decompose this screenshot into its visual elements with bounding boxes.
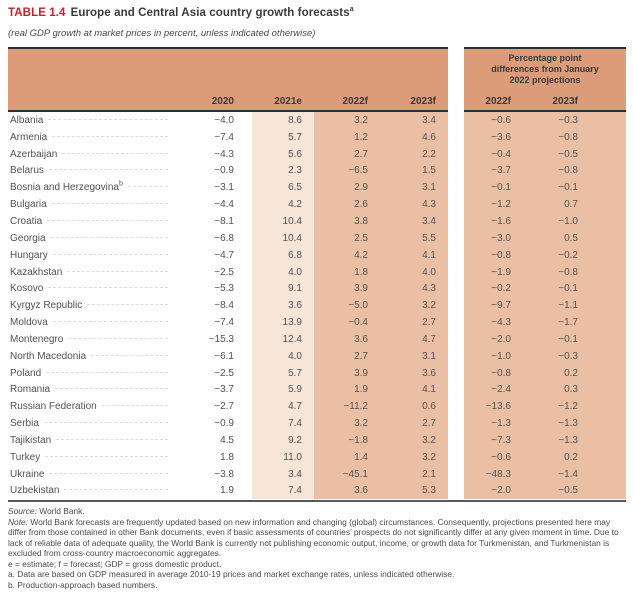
diff-value-cell: −1.0	[545, 213, 626, 230]
diff-value-cell: −3.6	[464, 129, 545, 146]
source-note: Source: World Bank.	[8, 506, 85, 516]
diff-value-cell: −2.4	[464, 382, 545, 399]
value-cell: −8.4	[214, 300, 234, 312]
country-label: Kosovo	[8, 280, 182, 297]
diff-row	[464, 483, 626, 500]
diff-value-cell: 0.2	[545, 449, 626, 466]
value-cell: 3.4	[252, 466, 314, 483]
dotted-leader	[53, 254, 168, 255]
diff-value-cell: −0.5	[545, 146, 626, 163]
country-label: Armenia	[8, 129, 182, 146]
dotted-leader	[52, 136, 168, 137]
value-cell: −3.8	[214, 468, 234, 480]
table-row	[8, 365, 448, 382]
value-cell: 5.9	[252, 382, 314, 399]
dotted-leader	[44, 422, 168, 423]
diff-value-cell: −1.3	[545, 415, 626, 432]
dotted-leader	[62, 153, 168, 154]
diff-row	[464, 247, 626, 264]
dotted-leader	[49, 169, 168, 170]
diff-table-block	[464, 47, 626, 499]
diff-value-cell: −0.2	[545, 247, 626, 264]
value-cell: 2.1	[380, 466, 448, 483]
country-label: Turkey	[8, 449, 182, 466]
value-cell: 1.4	[314, 449, 380, 466]
diff-row	[464, 415, 626, 432]
diff-value-cell: 0.3	[545, 382, 626, 399]
dotted-leader	[48, 287, 168, 288]
dotted-leader	[52, 203, 168, 204]
diff-rows	[464, 112, 626, 499]
table-row	[8, 264, 448, 281]
value-cell: −3.7	[214, 384, 234, 396]
country-label: Croatia	[8, 213, 182, 230]
value-cell: 11.0	[252, 449, 314, 466]
value-cell: 1.9	[314, 382, 380, 399]
value-cell: −3.1	[214, 182, 234, 194]
country-label: Hungary	[8, 247, 182, 264]
value-cell: −0.4	[314, 314, 380, 331]
value-cell: 3.6	[380, 365, 448, 382]
value-cell: −4.0	[214, 114, 234, 126]
diff-value-cell: −0.1	[464, 179, 545, 196]
diff-value-cell: −1.3	[545, 432, 626, 449]
diff-row	[464, 264, 626, 281]
value-cell: −2.7	[214, 401, 234, 413]
value-cell: 3.6	[314, 331, 380, 348]
value-cell: −0.9	[214, 165, 234, 177]
value-cell: −11.2	[314, 398, 380, 415]
diff-value-cell: −7.3	[464, 432, 545, 449]
dotted-leader	[48, 119, 168, 120]
table-row	[8, 179, 448, 196]
diff-row	[464, 179, 626, 196]
value-cell: 12.4	[252, 331, 314, 348]
value-cell: 7.4	[252, 415, 314, 432]
dotted-leader	[51, 237, 168, 238]
diff-row	[464, 230, 626, 247]
value-cell: 2.6	[314, 196, 380, 213]
country-label: Russian Federation	[8, 398, 182, 415]
diff-row	[464, 196, 626, 213]
value-cell: 3.4	[380, 112, 448, 129]
diff-value-cell: −1.9	[464, 264, 545, 281]
diff-value-cell: −2.0	[464, 331, 545, 348]
table-bottom-rule	[8, 500, 626, 502]
diff-header-title: Percentage point differences from January 2022 projections	[491, 53, 599, 85]
country-label: Albania	[8, 112, 182, 129]
value-cell: 1.2	[314, 129, 380, 146]
dotted-leader	[67, 271, 168, 272]
value-cell: 3.1	[380, 348, 448, 365]
diff-value-cell: −0.8	[464, 365, 545, 382]
value-cell: 4.2	[314, 247, 380, 264]
dotted-leader	[53, 321, 168, 322]
diff-value-cell: −0.2	[464, 280, 545, 297]
value-cell: 2.7	[314, 348, 380, 365]
dotted-leader	[45, 456, 168, 457]
value-cell: −7.4	[214, 131, 234, 143]
diff-row	[464, 280, 626, 297]
value-cell: −2.5	[214, 266, 234, 278]
diff-value-cell: −1.2	[464, 196, 545, 213]
diff-column-headers	[464, 96, 626, 107]
diff-row	[464, 297, 626, 314]
value-cell: 3.2	[380, 449, 448, 466]
country-label: Montenegro	[8, 331, 182, 348]
diff-value-cell: −13.6	[464, 398, 545, 415]
table-row	[8, 348, 448, 365]
diff-value-cell: −1.6	[464, 213, 545, 230]
value-cell: 13.9	[252, 314, 314, 331]
country-label: Tajikistan	[8, 432, 182, 449]
column-header-2022f: 2022f	[342, 96, 368, 107]
diff-value-cell: −1.7	[545, 314, 626, 331]
value-cell: 5.7	[252, 365, 314, 382]
value-cell: 6.8	[252, 247, 314, 264]
table-row	[8, 129, 448, 146]
value-cell: −4.3	[214, 148, 234, 160]
diff-row	[464, 146, 626, 163]
main-rows	[8, 112, 448, 499]
value-cell: 4.3	[380, 280, 448, 297]
value-cell: 3.9	[314, 280, 380, 297]
table-title	[8, 7, 354, 19]
diff-row	[464, 163, 626, 180]
main-table-block	[8, 47, 448, 499]
value-cell: 8.6	[252, 112, 314, 129]
diff-value-cell: −0.8	[545, 163, 626, 180]
dotted-leader	[55, 388, 168, 389]
value-cell: 4.1	[380, 382, 448, 399]
table-title-text: Europe and Central Asia country growth forecasts	[70, 7, 350, 19]
table-row	[8, 398, 448, 415]
table-row	[8, 146, 448, 163]
value-cell: 3.2	[380, 432, 448, 449]
table-row	[8, 449, 448, 466]
value-cell: 4.7	[380, 331, 448, 348]
country-header-spacer	[8, 96, 182, 107]
dotted-leader	[47, 220, 168, 221]
dotted-leader	[46, 372, 168, 373]
diff-value-cell: −0.5	[545, 483, 626, 500]
value-cell: 4.2	[252, 196, 314, 213]
diff-value-cell: −9.7	[464, 297, 545, 314]
value-cell: 4.5	[220, 434, 234, 446]
diff-row	[464, 112, 626, 129]
diff-value-cell: −3.7	[464, 163, 545, 180]
country-label: Kazakhstan	[8, 264, 182, 281]
diff-value-cell: −4.3	[464, 314, 545, 331]
value-cell: 4.6	[380, 129, 448, 146]
value-cell: 1.8	[314, 264, 380, 281]
dotted-leader	[91, 355, 168, 356]
title-footnote-marker: a	[349, 6, 354, 14]
value-cell: 4.0	[380, 264, 448, 281]
table-row	[8, 213, 448, 230]
diff-row	[464, 466, 626, 483]
diff-value-cell: −0.3	[545, 112, 626, 129]
diff-header-band	[464, 47, 626, 112]
main-column-headers	[8, 96, 448, 107]
value-cell: 4.3	[380, 196, 448, 213]
diff-header-2022f: 2022f	[485, 96, 511, 107]
value-cell: −6.8	[214, 232, 234, 244]
value-cell: 0.6	[380, 398, 448, 415]
diff-value-cell: −1.0	[464, 348, 545, 365]
diff-row	[464, 314, 626, 331]
dotted-leader	[49, 473, 168, 474]
table-row	[8, 112, 448, 129]
diff-row	[464, 129, 626, 146]
dotted-leader	[64, 489, 168, 490]
value-cell: 3.2	[314, 112, 380, 129]
diff-value-cell: 0.5	[545, 230, 626, 247]
value-cell: 2.3	[252, 163, 314, 180]
diff-row	[464, 331, 626, 348]
value-cell: 4.0	[252, 348, 314, 365]
table-row	[8, 432, 448, 449]
diff-value-cell: −0.1	[545, 331, 626, 348]
diff-header-2023f: 2023f	[552, 96, 578, 107]
diff-value-cell: −1.2	[545, 398, 626, 415]
value-cell: 2.2	[380, 146, 448, 163]
value-cell: −6.5	[314, 163, 380, 180]
country-label: Uzbekistan	[8, 483, 182, 500]
table-footnotes	[8, 506, 628, 590]
country-label: Romania	[8, 382, 182, 399]
value-cell: −45.1	[314, 466, 380, 483]
diff-value-cell: −0.4	[464, 146, 545, 163]
footnote-b: b. Production-approach based numbers.	[8, 579, 158, 590]
table-row	[8, 280, 448, 297]
country-label: Ukraine	[8, 466, 182, 483]
value-cell: 4.7	[252, 398, 314, 415]
general-note: Note: World Bank forecasts are frequently updated based on new information and changing (global) circumstances. Consequently, projections presented here may differ from those contained in other Bank documents, even if basic assessments of countries’ prospects do not significantly differ at any given moment in time. Due to lack of reliable data of adequate quality, the World Bank is currently not publishing economic output, income, or growth data for Turkmenistan, and Turkmenistan is excluded from cross-country macroeconomic aggregates.	[8, 516, 619, 558]
table-number: TABLE 1.4	[8, 7, 66, 19]
diff-value-cell: −0.1	[545, 179, 626, 196]
diff-value-cell: −1.3	[464, 415, 545, 432]
value-cell: −4.4	[214, 199, 234, 211]
value-cell: 9.2	[252, 432, 314, 449]
value-cell: 2.7	[380, 415, 448, 432]
footnote-a: a. Data are based on GDP measured in average 2010-19 prices and market exchange rates, unless indicated otherwise.	[8, 569, 455, 579]
diff-value-cell: −48.3	[464, 466, 545, 483]
table-row	[8, 247, 448, 264]
country-label: Azerbaijan	[8, 146, 182, 163]
value-cell: −0.9	[214, 418, 234, 430]
diff-value-cell: −2.0	[464, 483, 545, 500]
diff-value-cell: −0.3	[545, 348, 626, 365]
value-cell: 3.8	[314, 213, 380, 230]
dotted-leader	[56, 439, 168, 440]
diff-row	[464, 213, 626, 230]
table-row	[8, 230, 448, 247]
value-cell: −2.5	[214, 367, 234, 379]
value-cell: 3.6	[252, 297, 314, 314]
value-cell: 5.6	[252, 146, 314, 163]
dotted-leader	[128, 186, 168, 187]
table-row	[8, 297, 448, 314]
table-row	[8, 415, 448, 432]
value-cell: 5.3	[380, 483, 448, 500]
country-label: North Macedonia	[8, 348, 182, 365]
value-cell: 1.9	[220, 485, 234, 497]
diff-value-cell: −1.1	[545, 297, 626, 314]
value-cell: −1.8	[314, 432, 380, 449]
value-cell: 4.1	[380, 247, 448, 264]
diff-row	[464, 398, 626, 415]
value-cell: −15.3	[208, 333, 234, 345]
value-cell: 2.7	[380, 314, 448, 331]
value-cell: 2.7	[314, 146, 380, 163]
country-label: Serbia	[8, 415, 182, 432]
value-cell: 2.9	[314, 179, 380, 196]
diff-row	[464, 348, 626, 365]
table-row	[8, 196, 448, 213]
value-cell: −6.1	[214, 350, 234, 362]
main-header-band	[8, 47, 448, 112]
dotted-leader	[87, 304, 168, 305]
column-header-2021e: 2021e	[274, 96, 302, 107]
value-cell: 2.5	[314, 230, 380, 247]
diff-row	[464, 382, 626, 399]
legend-note: e = estimate; f = forecast; GDP = gross domestic product.	[8, 558, 222, 569]
value-cell: 9.1	[252, 280, 314, 297]
value-cell: 5.7	[252, 129, 314, 146]
diff-value-cell: −0.8	[464, 247, 545, 264]
table-row	[8, 314, 448, 331]
country-label: Bosnia and Herzegovina$^b$	[8, 179, 182, 196]
value-cell: 1.5	[380, 163, 448, 180]
country-label: Georgia	[8, 230, 182, 247]
diff-row	[464, 449, 626, 466]
country-label: Moldova	[8, 314, 182, 331]
diff-value-cell: −0.6	[464, 449, 545, 466]
diff-value-cell: −1.4	[545, 466, 626, 483]
diff-row	[464, 432, 626, 449]
value-cell: −8.1	[214, 215, 234, 227]
diff-row	[464, 365, 626, 382]
table-row	[8, 466, 448, 483]
value-cell: 3.9	[314, 365, 380, 382]
country-label: Kyrgyz Republic	[8, 297, 182, 314]
diff-value-cell: −0.8	[545, 129, 626, 146]
country-label: Poland	[8, 365, 182, 382]
table-subtitle: (real GDP growth at market prices in percent, unless indicated otherwise)	[8, 28, 316, 39]
diff-value-cell: −0.1	[545, 280, 626, 297]
column-header-2020: 2020	[211, 96, 234, 107]
diff-value-cell: −0.8	[545, 264, 626, 281]
value-cell: 10.4	[252, 230, 314, 247]
value-cell: 3.2	[314, 415, 380, 432]
country-label: Belarus	[8, 163, 182, 180]
value-cell: −5.0	[314, 297, 380, 314]
value-cell: −7.4	[214, 317, 234, 329]
value-cell: 4.0	[252, 264, 314, 281]
value-cell: −5.3	[214, 283, 234, 295]
country-label: Bulgaria	[8, 196, 182, 213]
value-cell: 1.8	[220, 451, 234, 463]
value-cell: 5.5	[380, 230, 448, 247]
value-cell: 3.1	[380, 179, 448, 196]
value-cell: 3.4	[380, 213, 448, 230]
value-cell: 6.5	[252, 179, 314, 196]
dotted-leader	[68, 338, 168, 339]
value-cell: 3.6	[314, 483, 380, 500]
table-row	[8, 163, 448, 180]
diff-value-cell: 0.2	[545, 365, 626, 382]
dotted-leader	[102, 405, 168, 406]
table-row	[8, 483, 448, 500]
diff-value-cell: 0.7	[545, 196, 626, 213]
diff-value-cell: −0.6	[464, 112, 545, 129]
value-cell: −4.7	[214, 249, 234, 261]
table-row	[8, 331, 448, 348]
value-cell: 3.2	[380, 297, 448, 314]
table-row	[8, 382, 448, 399]
diff-value-cell: −3.0	[464, 230, 545, 247]
value-cell: 7.4	[252, 483, 314, 500]
value-cell: 10.4	[252, 213, 314, 230]
column-header-2023f: 2023f	[410, 96, 436, 107]
